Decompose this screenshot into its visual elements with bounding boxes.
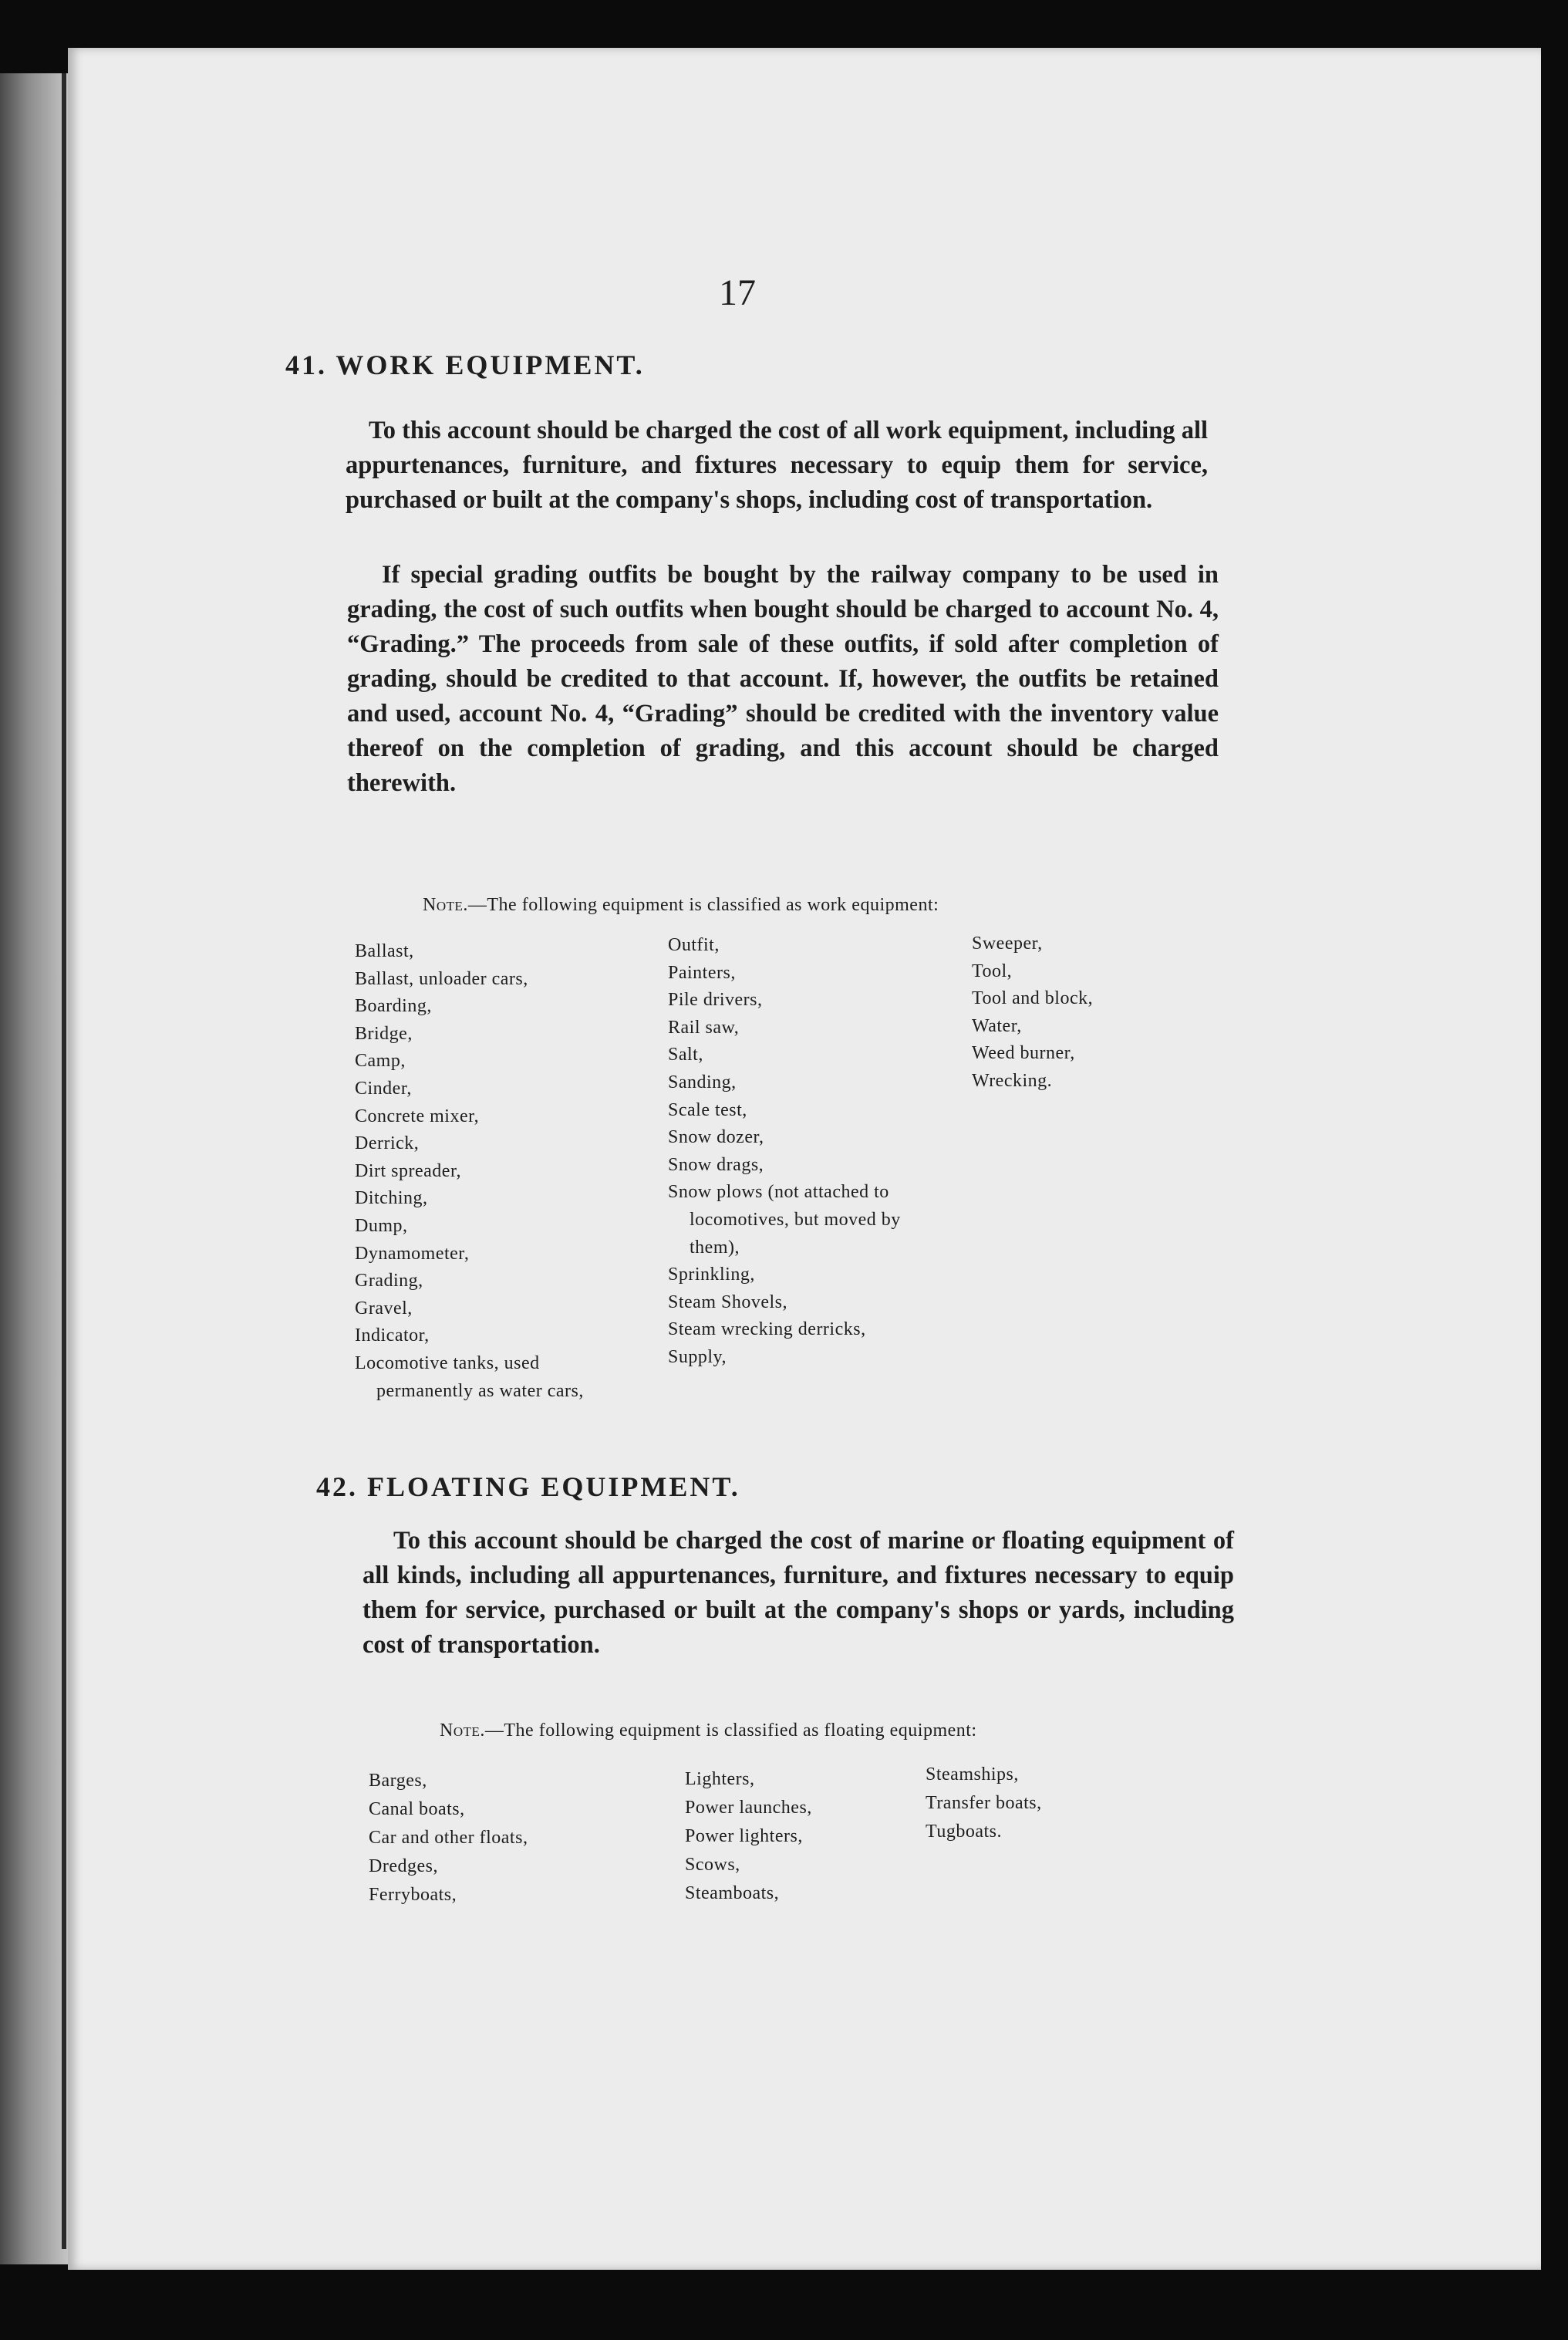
list-item: Steam wrecking derricks, [668, 1319, 866, 1340]
list-item: Sweeper, [972, 934, 1043, 954]
note-text: —The following equipment is classified as floating equipment: [484, 1720, 977, 1741]
list-item: Canal boats, [369, 1799, 465, 1819]
list-item: Power lighters, [685, 1826, 803, 1846]
list-item: Sanding, [668, 1072, 737, 1092]
list-item: Ditching, [355, 1188, 428, 1209]
list-item: Derrick, [355, 1133, 420, 1154]
floating-equipment-list-col-2 [685, 1765, 932, 1908]
list-item: Barges, [369, 1771, 427, 1791]
list-item: Sprinkling, [668, 1265, 755, 1285]
list-item: Boarding, [355, 996, 432, 1017]
page-number: 17 [719, 272, 756, 313]
list-item: Snow plows (not attached to locomotives, but moved by them), [668, 1182, 901, 1258]
list-item: Transfer boats, [926, 1793, 1042, 1813]
list-item: Car and other floats, [369, 1828, 528, 1848]
floating-equipment-list-col-3 [926, 1761, 1172, 1846]
note-label: Note. [423, 895, 468, 915]
list-item: Wrecking. [972, 1070, 1053, 1091]
list-item: Outfit, [668, 935, 720, 955]
list-item: Cinder, [355, 1078, 412, 1099]
list-item: Water, [972, 1015, 1022, 1036]
note-text: —The following equipment is classified as work equipment: [467, 895, 939, 915]
list-item: Tool and block, [972, 988, 1094, 1009]
section-41-note [423, 895, 939, 916]
list-item: Rail saw, [668, 1017, 740, 1038]
list-item: Supply, [668, 1346, 727, 1367]
note-label: Note. [440, 1720, 485, 1741]
list-item: Weed burner, [972, 1043, 1075, 1064]
section-41-heading: 41. WORK EQUIPMENT. [285, 349, 645, 380]
list-item: Dynamometer, [355, 1243, 470, 1264]
work-equipment-list-col-2 [668, 932, 929, 1372]
list-item: Concrete mixer, [355, 1106, 480, 1126]
list-item: Steamboats, [685, 1883, 780, 1903]
list-item: Steam Shovels, [668, 1292, 787, 1312]
list-item: Painters, [668, 962, 736, 983]
list-item: Pile drivers, [668, 990, 763, 1011]
list-item: Ferryboats, [369, 1885, 457, 1905]
list-item: Ballast, [355, 941, 414, 961]
list-item: Locomotive tanks, used permanently as water cars, [355, 1352, 584, 1401]
list-item: Snow drags, [668, 1154, 764, 1175]
section-41-paragraph-2: If special grading outfits be bought by the railway company to be used in grading, the cost of such outfits when bought should be charged to account No. 4, “Grading.” The proceeds from sale of these outfits, if sold after completion of grading, should be credited to that account. If, however, the outfits be retained and used, account No. 4, “Grading” should be credited with the inventory value thereof on the completion of grading, and this account should be charged therewith. [347, 561, 1219, 797]
list-item: Scows, [685, 1855, 740, 1875]
list-item: Bridge, [355, 1023, 413, 1044]
facing-page-edge [0, 73, 71, 2264]
section-41-paragraph-1: To this account should be charged the cost of all work equipment, including all appurtenances, furniture, and fixtures necessary to equip them for service, purchased or built at the company's shops, including cost of transportation. [346, 417, 1208, 514]
list-item: Ballast, unloader cars, [355, 968, 528, 989]
page-gutter [62, 73, 66, 2249]
section-42-paragraph-1: To this account should be charged the cost of marine or floating equipment of all kinds, including all appurtenances, furniture, and fixtures necessary to equip them for service, purchased or built at the company's shops or yards, including cost of transportation. [362, 1527, 1234, 1659]
section-42-note [440, 1720, 977, 1741]
list-item: Steamships, [926, 1764, 1019, 1785]
list-item: Tugboats. [926, 1822, 1002, 1842]
list-item: Grading, [355, 1271, 423, 1292]
list-item: Dump, [355, 1215, 408, 1236]
list-item: Scale test, [668, 1099, 747, 1120]
list-item: Indicator, [355, 1325, 430, 1346]
section-42-heading: 42. FLOATING EQUIPMENT. [316, 1471, 740, 1502]
list-item: Dredges, [369, 1856, 438, 1876]
list-item: Camp, [355, 1051, 406, 1072]
floating-equipment-list-col-1 [369, 1767, 646, 1909]
list-item: Tool, [972, 961, 1013, 981]
list-item: Gravel, [355, 1298, 413, 1319]
list-item: Power launches, [685, 1798, 812, 1818]
list-item: Salt, [668, 1045, 703, 1065]
work-equipment-list-col-1 [355, 938, 632, 1405]
work-equipment-list-col-3 [972, 930, 1219, 1096]
list-item: Dirt spreader, [355, 1160, 461, 1181]
list-item: Snow dozer, [668, 1127, 764, 1148]
list-item: Lighters, [685, 1769, 755, 1789]
